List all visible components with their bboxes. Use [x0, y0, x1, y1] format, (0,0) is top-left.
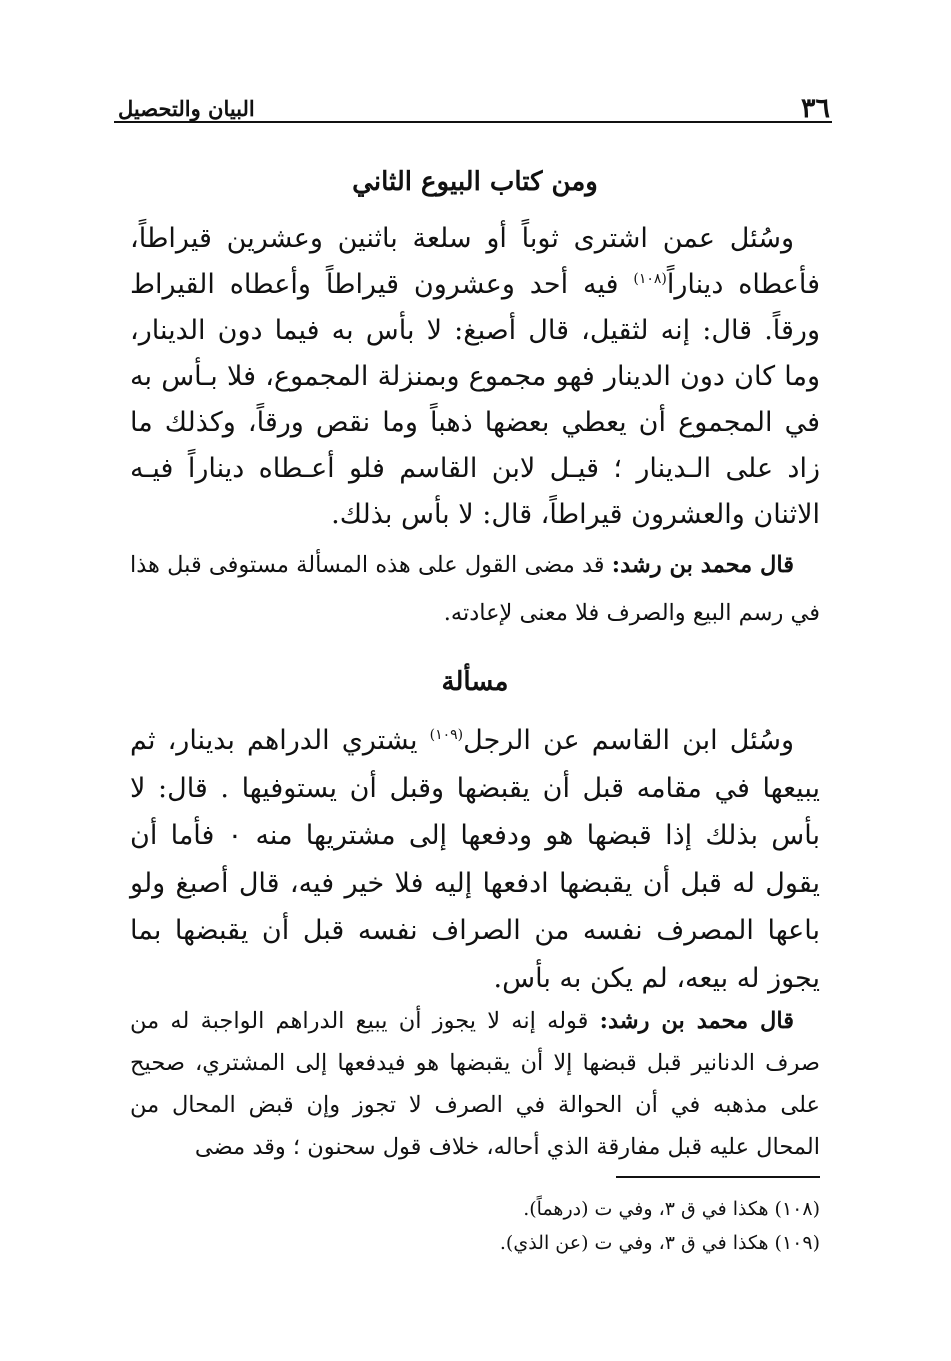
footnotes [300, 1192, 820, 1260]
paragraph-commentary-2 [130, 1000, 820, 1168]
paragraph-commentary-1 [130, 541, 820, 637]
paragraph-question-1 [130, 216, 820, 538]
footnote-ref-109: (١٠٩) [429, 727, 464, 743]
running-header [118, 94, 830, 124]
paragraph-1-text-b: فيه أحد وعشرون قيراطاً وأعطاه القيراط ورقاً. قال: إنه لثقيل، قال أصبغ: لا بأس به فيما دون الدينار، وما كان دون الدينار فهو مجموع وبمنزلة المجموع، فلا بـأس به في المجموع أن يعطي بعضها ذهباً وما نقص ورقاً، وكذلك ما زاد على الـدينار ؛ قيـل لابن القاسم فلو أعـطاه ديناراً فيـه الاثنان والعشرون قيراطاً، قال: لا بأس بذلك. [130, 269, 820, 530]
paragraph-3-text-a: وسُئل ابن القاسم عن الرجل [463, 725, 794, 756]
paragraph-3-text-b: يشتري الدراهم بدينار، ثم يبيعها في مقامه قبل أن يقبضها وقبل أن يستوفيها . قال: لا بأس بذلك إذا قبضها هو ودفعها إلى مشتريها منه ٠ فأما أن يقول له قبل أن يقبضها ادفعها إليه فلا خير فيه، قال أصبغ ولو باعها المصرف نفسه من الصراف نفسه قبل أن يقبضها بما يجوز له بيعه، لم يكن به بأس. [130, 725, 820, 994]
commentator-name: قال محمد بن رشد: [611, 552, 795, 578]
issue-heading: مسألة [441, 667, 509, 697]
footnote-108: (١٠٨) هكذا في ق ٣، وفي ت (درهماً). [523, 1198, 820, 1220]
paragraph-4-text: قوله إنه لا يجوز أن يبيع الدراهم الواجبة له من صرف الدنانير قبل قبضها إلا أن يقبضها هو فيدفعها إلى المشتري، صحيح على مذهبه في أن الحوالة في الصرف لا تجوز وإن قبض المحال من المحال عليه قبل مفارقة الذي أحاله، خلاف قول سحنون ؛ وقد مضى [130, 1008, 820, 1160]
book-title: البيان والتحصيل [118, 96, 255, 121]
footnote-109: (١٠٩) هكذا في ق ٣، وفي ت (عن الذي). [499, 1232, 820, 1254]
page-number: ٣٦ [800, 93, 830, 124]
header-rule [114, 121, 832, 123]
paragraph-1-text-a: وسُئل عمن اشترى ثوباً أو سلعة باثنين وعشرين قيراطاً، فأعطاه ديناراً [130, 223, 820, 300]
section-heading: ومن كتاب البيوع الثاني [352, 167, 598, 197]
paragraph-2-text: قد مضى القول على هذه المسألة مستوفى قبل هذا في رسم البيع والصرف فلا معنى لإعادته. [130, 552, 820, 626]
commentator-name: قال محمد بن رشد: [599, 1008, 795, 1034]
footnote-rule [616, 1176, 820, 1178]
paragraph-question-2 [130, 717, 820, 1002]
footnote-ref-108: (١٠٨) [633, 271, 667, 287]
